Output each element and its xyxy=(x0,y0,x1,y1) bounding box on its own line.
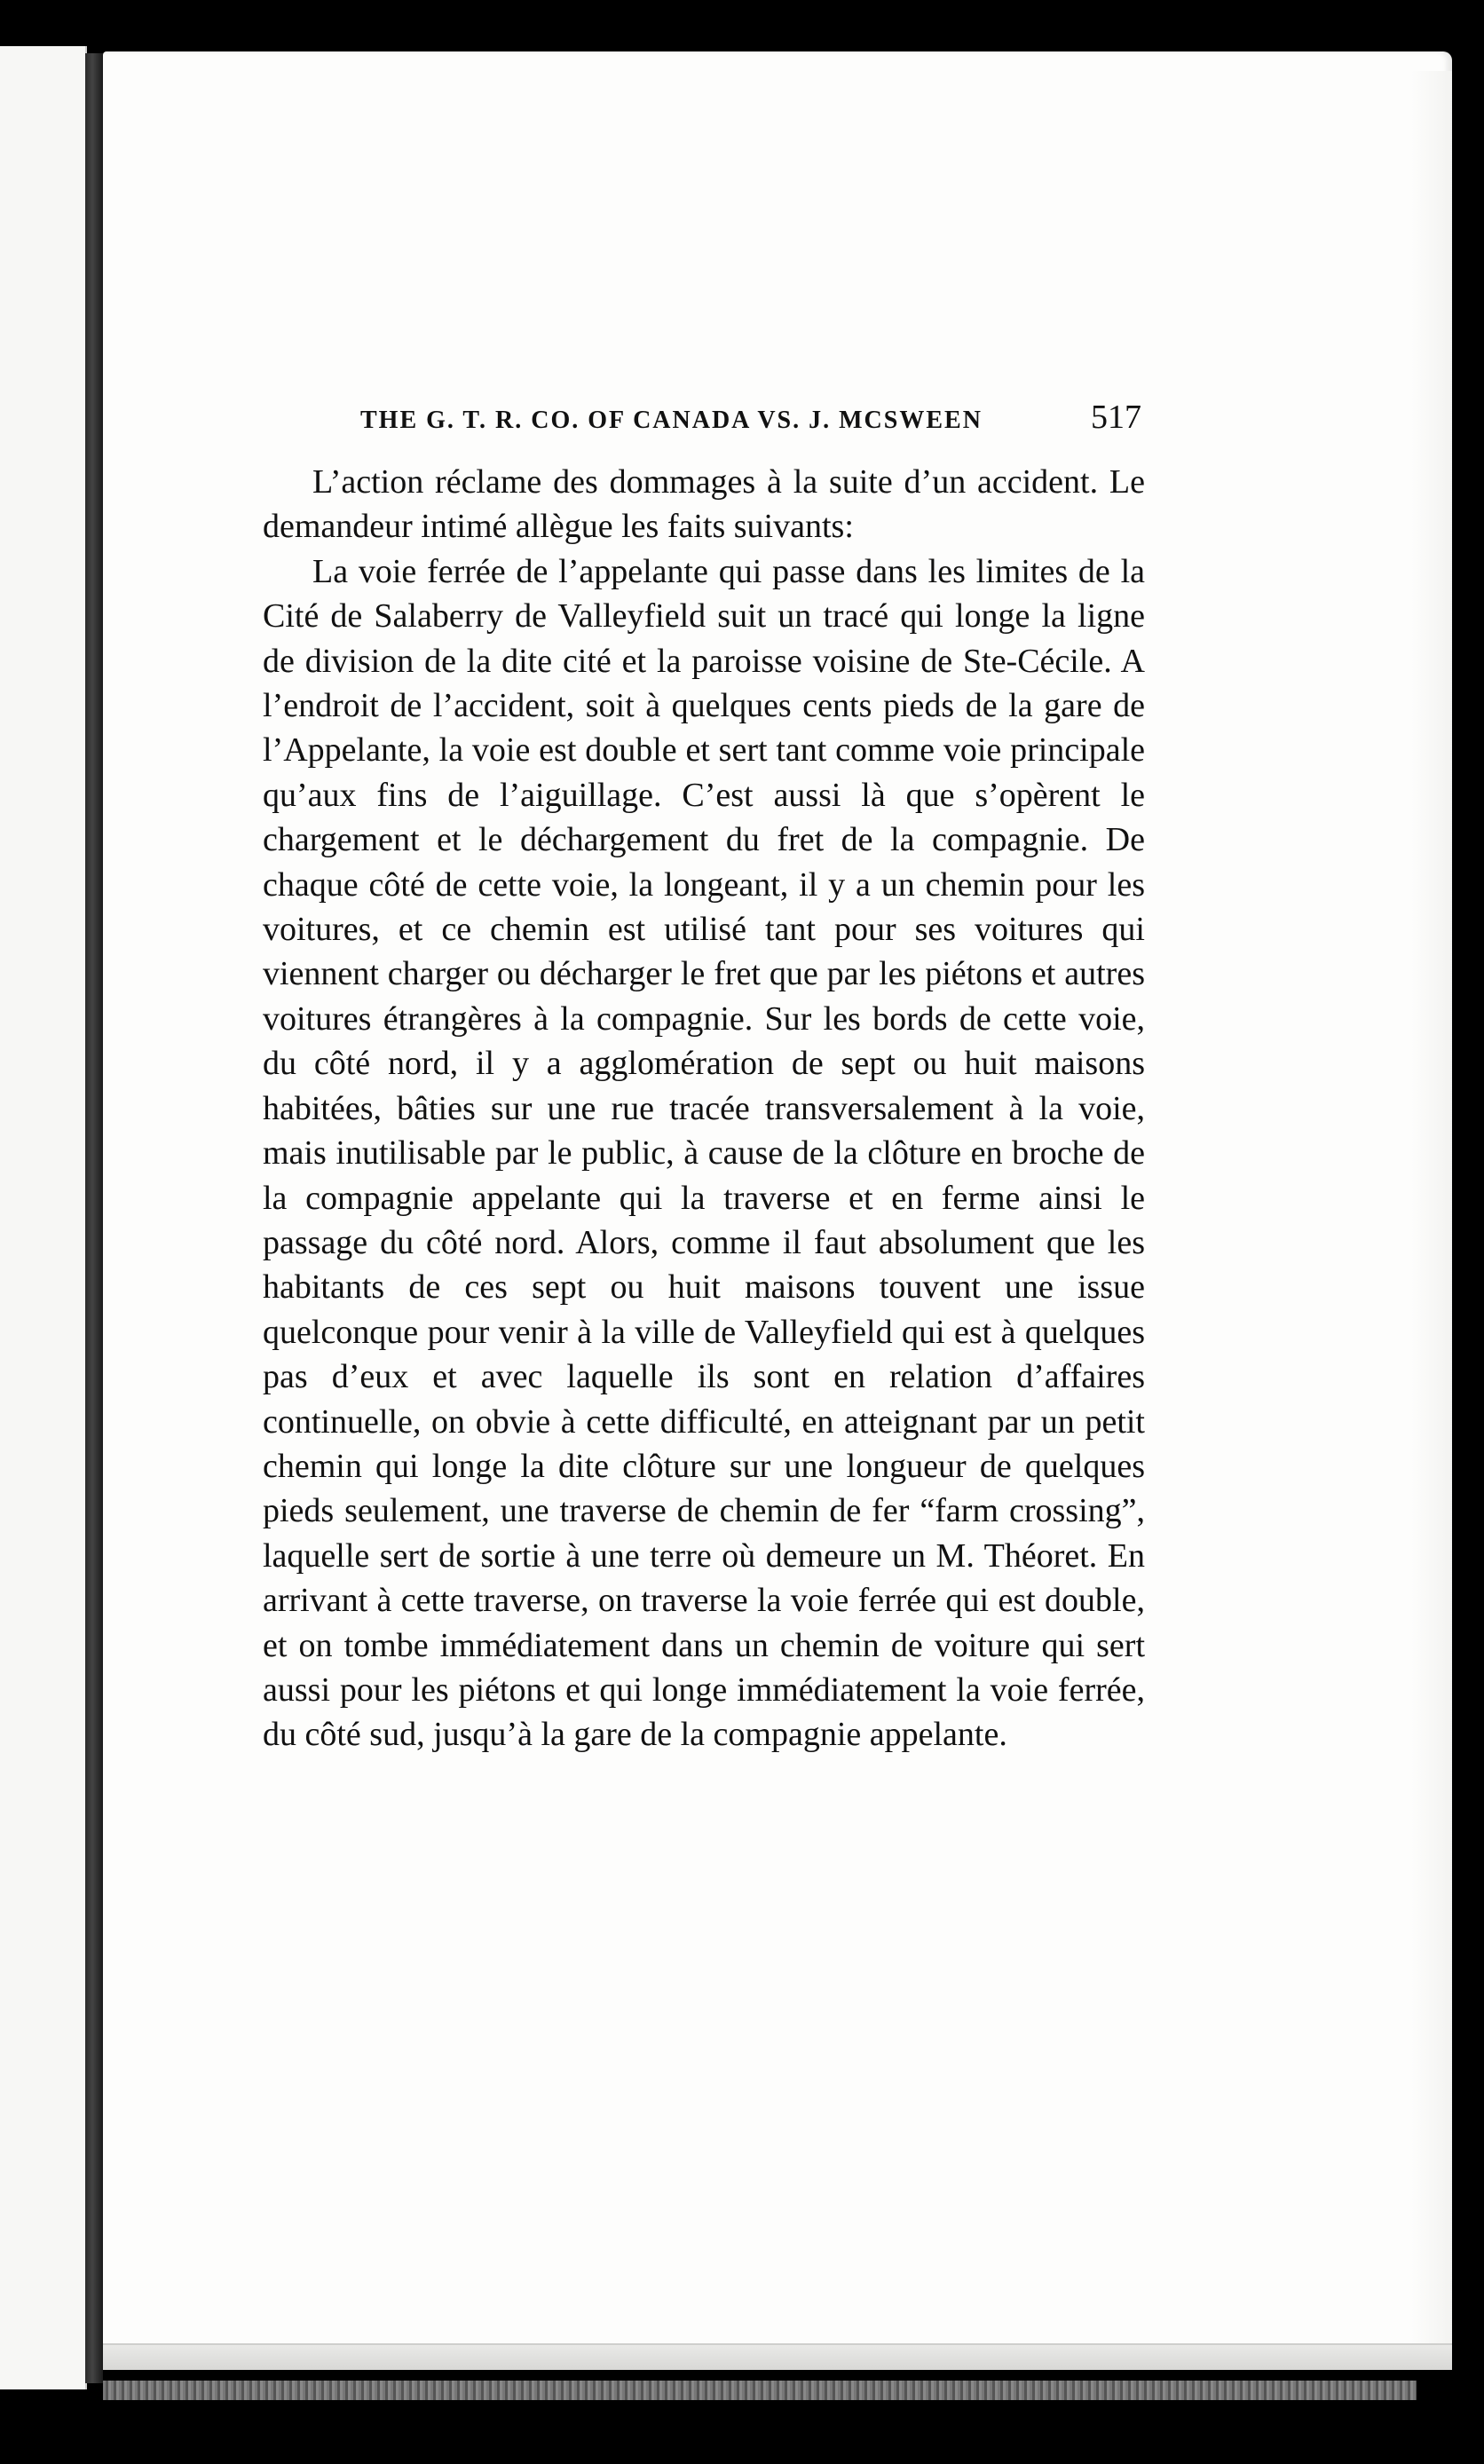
paragraph-2: La voie ferrée de l’appelante qui passe dans les limites de la Cité de Salaberry de Valleyfield suit un tracé qui longe la ligne de division de la dite cité et la paroisse voisine de Ste-Cécile. A l’endroit de l’accident, soit à quelques cents pieds de la gare de l’Appelante, la voie est double et sert tant comme voie principale qu’aux fins de l’aiguillage. C’est aussi là que s’opèrent le chargement et le déchargement du fret de la compagnie. De chaque côté de cette voie, la longeant, il y a un chemin pour les voitures, et ce chemin est utilisé tant pour ses voitures qui viennent charger ou décharger le fret que par les piétons et autres voitures étrangères à la compagnie. Sur les bords de cette voie, du côté nord, il y a agglomération de sept ou huit maisons habitées, bâties sur une rue tracée transversalement à la voie, mais inutilisable par le public, à cause de la clôture en broche de la compagnie appelante qui la traverse et en ferme ainsi le passage du côté nord. Alors, comme il faut absolument que les habitants de ces sept ou huit maisons touvent une issue quelconque pour venir à la ville de Valleyfield qui est à quelques pas d’eux et avec laquelle ils sont en relation d’affaires continuelle, on obvie à cette difficulté, en atteignant par un petit chemin qui longe la dite clôture sur une longueur de quelques pieds seulement, une traverse de chemin de fer “farm crossing”, laquelle sert de sortie à une terre où demeure un M. Théoret. En arrivant à cette traverse, on traverse la voie ferrée qui est double, et on tombe immédiatement dans un chemin de voiture qui sert aussi pour les piétons et qui longe immédiatement la voie ferrée, du côté sud, jusqu’à la gare de la compagnie appelante. xyxy=(263,552,1145,1754)
previous-page-edge xyxy=(0,46,87,2389)
page-stack-edge xyxy=(103,2381,1417,2400)
page-right-edge xyxy=(1411,71,1452,2365)
page-bottom-margin xyxy=(103,2343,1452,2370)
body-text xyxy=(263,460,1145,1757)
book-spine xyxy=(85,53,103,2383)
paragraph-1: L’action réclame des dommages à la suite d’un accident. Le demandeur intimé allègue les faits suivants: xyxy=(263,463,1145,546)
running-head xyxy=(360,398,1141,451)
page-number: 517 xyxy=(1091,399,1141,436)
running-head-title: THE G. T. R. CO. OF CANADA VS. J. MCSWEEN xyxy=(360,407,983,434)
